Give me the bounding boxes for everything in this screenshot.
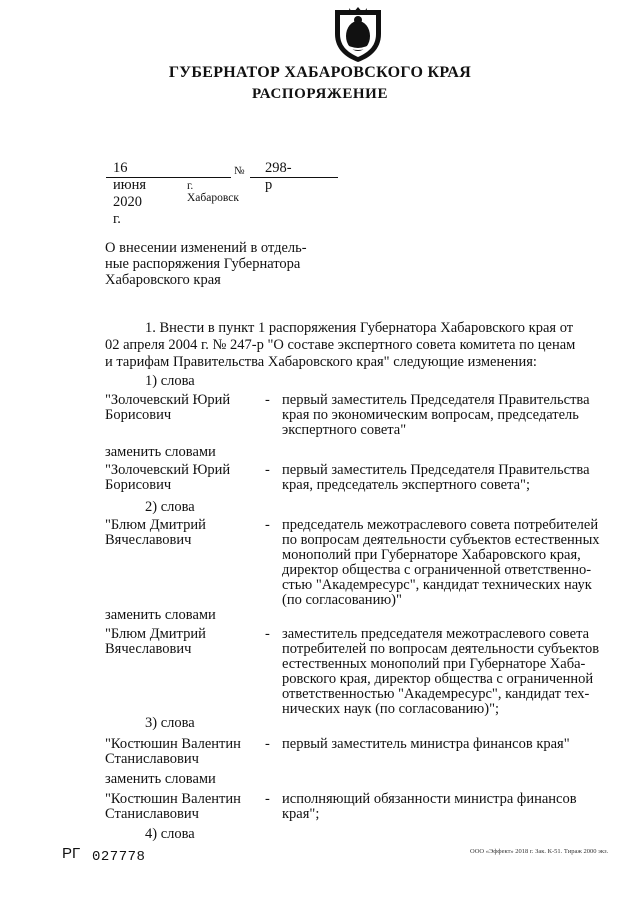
desc-line: ответственностью "Академресурс", кандидат тех- (282, 686, 590, 702)
document-subject (105, 240, 345, 288)
name-line: Станиславович (105, 751, 199, 767)
subject-line: Хабаровского края (105, 272, 221, 288)
desc-line: стью "Академресурс", кандидат технических наук (282, 577, 592, 593)
person-name (105, 393, 260, 423)
desc-line: (по согласованию)" (282, 592, 402, 608)
desc-line: первый заместитель Председателя Правительства (282, 392, 590, 408)
printing-info: ООО «Эффект» 2018 г. Зак. К-51. Тираж 2000 экз. (470, 848, 609, 855)
subject-line: О внесении изменений в отдель- (105, 240, 307, 256)
dash-separator: - (265, 392, 270, 408)
number-underline (250, 177, 338, 178)
desc-line: директор общества с ограниченной ответственно- (282, 562, 592, 578)
date-underline (106, 177, 231, 178)
position-description (282, 463, 615, 493)
name-line: Борисович (105, 477, 172, 493)
desc-line: председатель межотраслевого совета потребителей (282, 517, 599, 533)
name-line: "Золочевский Юрий (105, 462, 231, 478)
intro-line: 02 апреля 2004 г. № 247-р "О составе экспертного совета комитета по ценам (105, 337, 576, 353)
dash-separator: - (265, 626, 270, 642)
position-description (282, 518, 615, 608)
item-label: 1) слова (145, 373, 195, 389)
replace-label: заменить словами (105, 771, 216, 787)
intro-paragraph (105, 320, 613, 371)
name-line: Вячеславович (105, 532, 192, 548)
document-number: 298-р (265, 160, 292, 193)
desc-line: экспертного совета" (282, 422, 407, 438)
item-label: 4) слова (145, 826, 195, 842)
intro-line: 1. Внести в пункт 1 распоряжения Губернатора Хабаровского края от (145, 320, 574, 336)
document-city: г. Хабаровск (187, 180, 239, 204)
name-line: Станиславович (105, 806, 199, 822)
dash-separator: - (265, 462, 270, 478)
name-line: Борисович (105, 407, 172, 423)
desc-line: края"; (282, 806, 320, 822)
person-name (105, 627, 260, 657)
desc-line: потребителей по вопросам деятельности субъектов (282, 641, 600, 657)
name-line: "Костюшин Валентин (105, 791, 241, 807)
name-line: "Золочевский Юрий (105, 392, 231, 408)
intro-line: и тарифам Правительства Хабаровского края" следующие изменения: (105, 354, 537, 370)
desc-line: исполняющий обязанности министра финансов (282, 791, 577, 807)
position-description (282, 792, 615, 822)
desc-line: первый заместитель министра финансов края" (282, 736, 570, 752)
replace-label: заменить словами (105, 444, 216, 460)
dash-separator: - (265, 791, 270, 807)
desc-line: края, председатель экспертного совета"; (282, 477, 531, 493)
replace-label: заменить словами (105, 607, 216, 623)
desc-line: заместитель председателя межотраслевого совета (282, 626, 590, 642)
person-name (105, 518, 260, 548)
issuer-title: ГУБЕРНАТОР ХАБАРОВСКОГО КРАЯ (168, 64, 472, 81)
number-sign: № (234, 165, 245, 177)
form-series: РГ (62, 845, 81, 862)
position-description (282, 393, 615, 438)
desc-line: нических наук (по согласованию)"; (282, 701, 500, 717)
position-description (282, 737, 615, 752)
dash-separator: - (265, 736, 270, 752)
desc-line: края по экономическим вопросам, председатель (282, 407, 579, 423)
person-name (105, 737, 260, 767)
desc-line: первый заместитель Председателя Правительства (282, 462, 590, 478)
name-line: "Костюшин Валентин (105, 736, 241, 752)
name-line: Вячеславович (105, 641, 192, 657)
item-label: 3) слова (145, 715, 195, 731)
subject-line: ные распоряжения Губернатора (105, 256, 301, 272)
desc-line: монополий при Губернаторе Хабаровского края, (282, 547, 581, 563)
coat-of-arms-emblem (329, 4, 387, 64)
dash-separator: - (265, 517, 270, 533)
name-line: "Блюм Дмитрий (105, 626, 206, 642)
form-serial-number: 027778 (92, 849, 146, 865)
person-name (105, 463, 260, 493)
document-date: 16 июня 2020 г. (113, 160, 147, 227)
position-description (282, 627, 615, 717)
person-name (105, 792, 260, 822)
document-type: РАСПОРЯЖЕНИЕ (251, 86, 389, 102)
desc-line: ровского края, директор общества с ограниченной (282, 671, 594, 687)
desc-line: по вопросам деятельности субъектов естественных (282, 532, 600, 548)
item-label: 2) слова (145, 499, 195, 515)
name-line: "Блюм Дмитрий (105, 517, 206, 533)
desc-line: естественных монополий при Губернаторе Хаба- (282, 656, 586, 672)
